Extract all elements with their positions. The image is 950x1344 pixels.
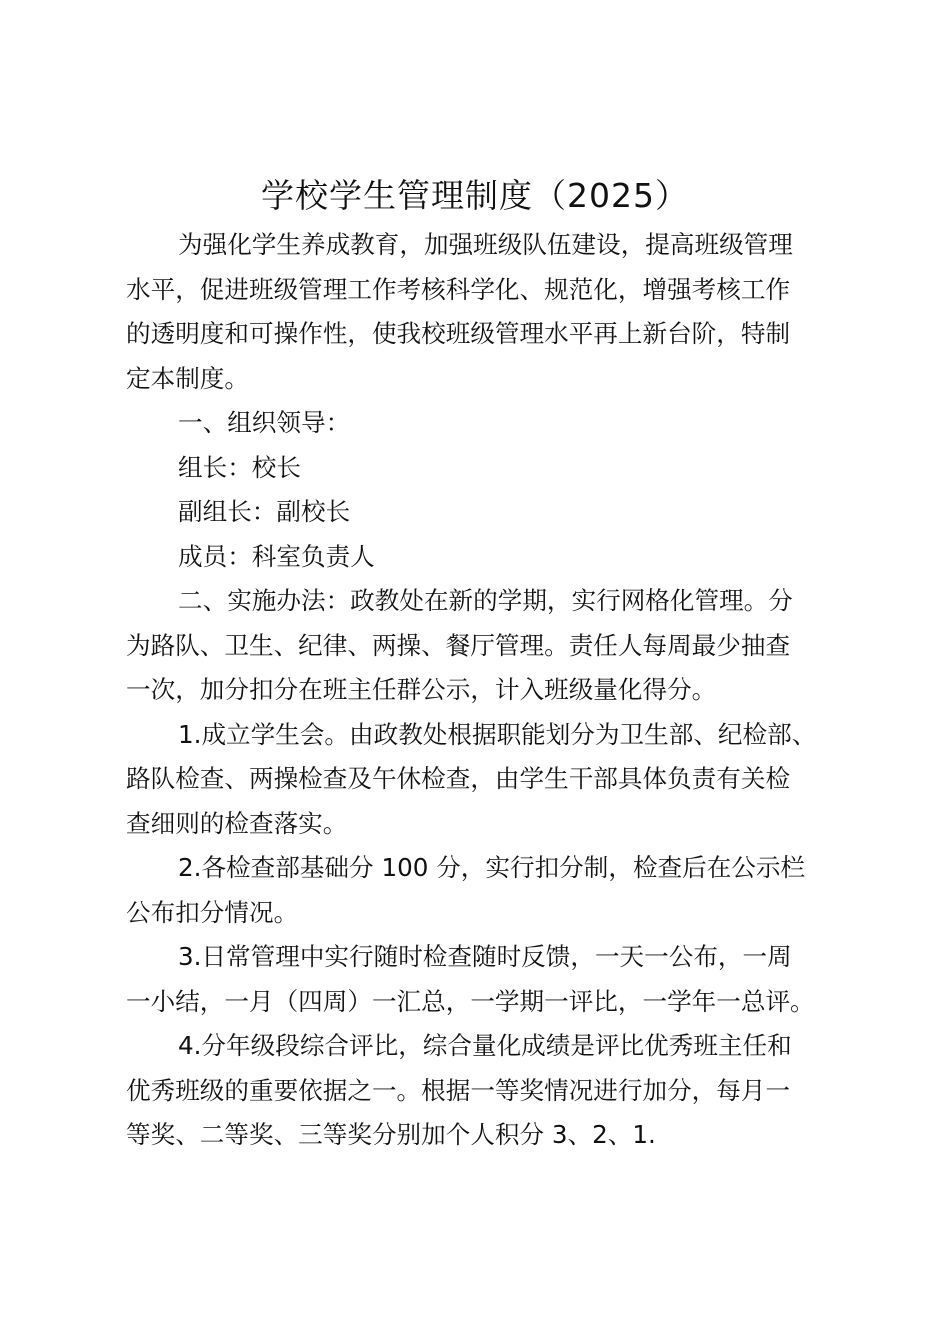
section-heading: 一、组织领导： — [178, 408, 351, 437]
document-body — [126, 223, 846, 1158]
list-item-line: 4.分年级段综合评比，综合量化成绩是评比优秀班主任和 — [178, 1031, 792, 1060]
paragraph-line: 路队检查、两操检查及午休检查，由学生干部具体负责有关检 — [126, 764, 791, 793]
paragraph-line: 定本制度。 — [126, 363, 249, 393]
list-item-line: 1.成立学生会。由政教处根据职能划分为卫生部、纪检部、 — [178, 719, 817, 749]
paragraph-line: 等奖、二等奖、三等奖分别加个人积分 3、2、1. — [126, 1120, 656, 1149]
paragraph-line: 水平，促进班级管理工作考核科学化、规范化，增强考核工作 — [126, 274, 791, 304]
paragraph-line: 的透明度和可操作性，使我校班级管理水平再上新台阶，特制 — [126, 319, 791, 348]
paragraph-line: 一次，加分扣分在班主任群公示，计入班级量化得分。 — [126, 675, 717, 704]
paragraph-line: 公布扣分情况。 — [126, 897, 299, 927]
section-heading: 二、实施办法：政教处在新的学期，实行网格化管理。分 — [178, 586, 793, 615]
paragraph-line: 查细则的检查落实。 — [126, 808, 348, 838]
paragraph-line: 一小结，一月（四周）一汇总，一学期一评比，一学年一总评。 — [126, 986, 815, 1016]
paragraph-line: 优秀班级的重要依据之一。根据一等奖情况进行加分，每月一 — [126, 1075, 791, 1105]
list-item-line: 3.日常管理中实行随时检查随时反馈，一天一公布，一周 — [178, 942, 792, 971]
paragraph-line: 组长：校长 — [178, 452, 301, 482]
paragraph-line: 为强化学生养成教育，加强班级队伍建设，提高班级管理 — [178, 230, 793, 259]
paragraph-line: 成员：科室负责人 — [178, 541, 375, 571]
list-item-line: 2.各检查部基础分 100 分，实行扣分制，检查后在公示栏 — [178, 853, 806, 882]
paragraph-line: 为路队、卫生、纪律、两操、餐厅管理。责任人每周最少抽查 — [126, 630, 791, 660]
paragraph-line: 副组长：副校长 — [178, 497, 351, 526]
document-title: 学校学生管理制度（2025） — [261, 176, 689, 215]
